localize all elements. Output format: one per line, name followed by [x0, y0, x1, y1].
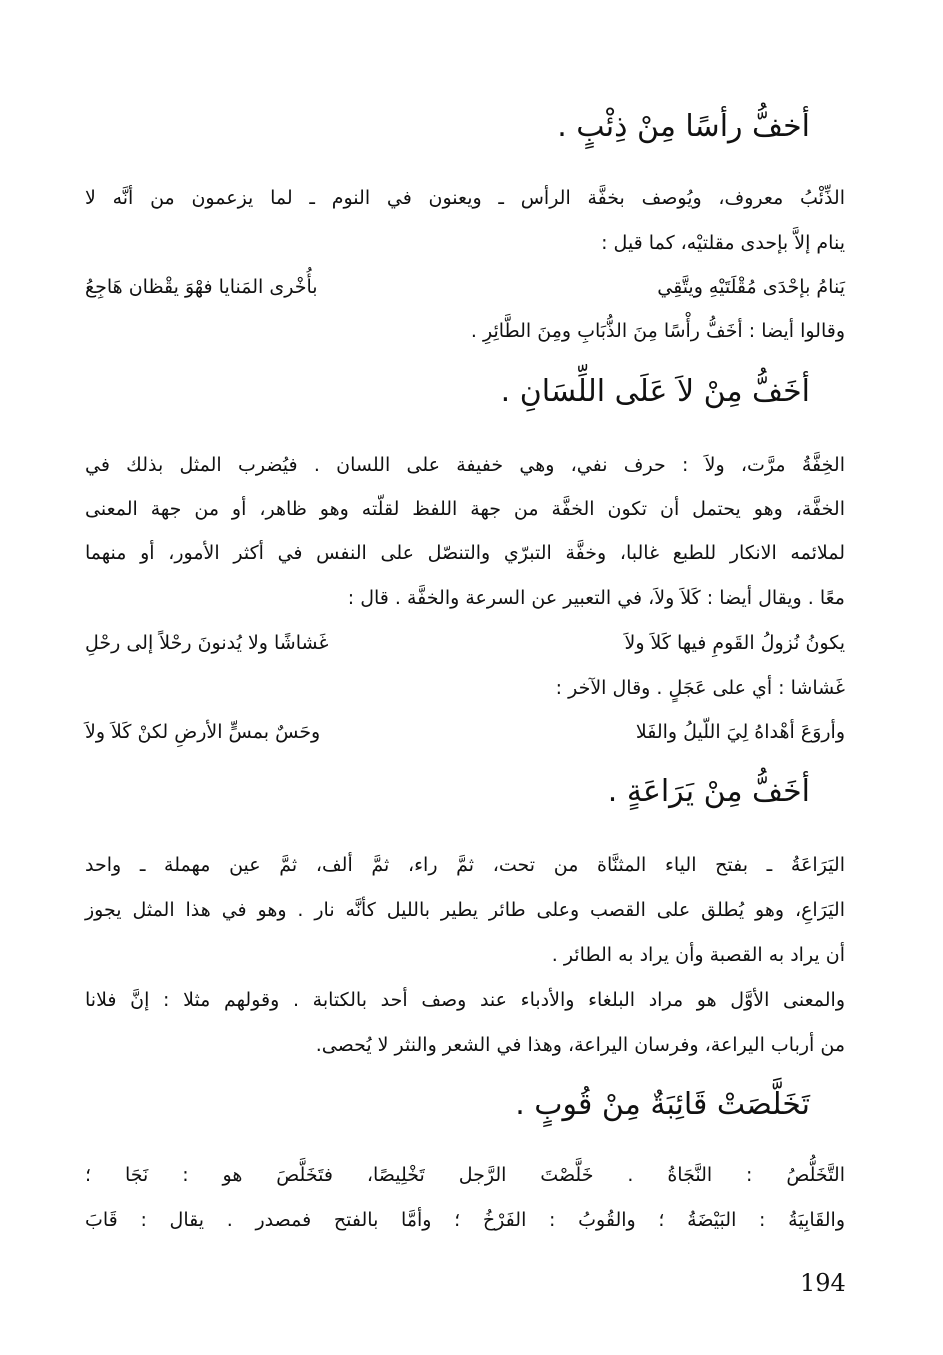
body-line: الذِّئْبُ معروف، ويُوصف بخفَّة الرأس ـ ويعنون في النوم ـ لما يزعمون من أنَّه لا — [85, 187, 845, 209]
body-line: والقَابِيَةُ : البَيْضَةُ ؛ والقُوبُ : الفَرْخُ ؛ وأمَّا بالفتح فمصدر . يقال : قَابَ — [85, 1209, 845, 1231]
body-line: التَّخَلُّصُ : النَّجَاةُ . خَلَّصْتَ الرَّجل تَخْلِيصًا، فتَخَلَّصَ هو : نَجَا ؛ — [85, 1164, 845, 1186]
body-line: أن يراد به القصبة وأن يراد به الطائر . — [551, 944, 845, 966]
body-line: ينام إلاَّ بإحدى مقلتيْه، كما قيل : — [601, 232, 845, 254]
body-line: لملائمه الانكار للطبع غالبا، وخفَّة التبرّي والتنصّل على النفس في أكثر الأمور، أو منهما — [85, 542, 845, 564]
body-line: اليَرَاعِ، وهو يُطلق على القصب وعلى طائر يطير بالليل كأنَّه نار . وهو في هذا المثل يجوز — [85, 899, 845, 921]
page-number: 194 — [800, 1269, 846, 1297]
body-line: اليَرَاعَةُ ـ بفتح الياء المثنَّاة من تحت، ثمَّ راء، ثمَّ ألف، ثمَّ عين مهملة ـ واحد — [85, 854, 845, 876]
body-line: غَشاشا : أي على عَجَلٍ . وقال الآخر : — [555, 677, 845, 699]
proverb-heading: أخفُّ رأسًا مِنْ ذِئْبٍ . — [557, 109, 810, 144]
proverb-heading: أخَفُّ مِنْ يَرَاعَةٍ . — [607, 774, 810, 809]
verse-hemistich-first: وأروَعَ أهْداهُ لِيَ اللّيلُ والفَلا — [635, 721, 845, 743]
poem-verse — [85, 717, 845, 747]
verse-hemistich-first: يكونُ نُزولُ القَومِ فيها كَلاَ ولاَ — [624, 632, 845, 654]
poem-verse — [85, 272, 845, 302]
verse-hemistich-second: بأُخْرى المَنايا فهْوَ يقْظان هَاجِعُ — [85, 276, 318, 298]
poem-verse — [85, 628, 845, 658]
verse-hemistich-second: غَشاشًا ولا يُدنونَ رحْلاً إلى رحْلِ — [85, 632, 329, 654]
body-line: الخِفَّةُ مرَّت، ولاَ : حرف نفي، وهي خفيفة على اللسان . فيُضرب المثل بذلك في — [85, 454, 845, 476]
body-line: من أرباب اليراعة، وفرسان اليراعة، وهذا في الشعر والنثر لا يُحصى. — [315, 1034, 845, 1056]
body-line: الخفَّة، وهو يحتمل أن تكون الخفَّة من جهة اللفظ لقلّته وهو ظاهر، أو من جهة المعنى — [85, 498, 845, 520]
verse-hemistich-first: يَنامُ بإحْدَى مُقْلَتَيْهِ ويتَّقِي — [657, 276, 845, 298]
body-line: والمعنى الأوَّل هو مراد البلغاء والأدباء عند وصف أحد بالكتابة . وقولهم مثلا : إنَّ فلانا — [85, 989, 845, 1011]
body-line: وقالوا أيضا : أخَفُّ رأْسًا مِنَ الذُّبَابِ ومِنَ الطَّائِرِ . — [470, 320, 845, 342]
proverb-heading: أخَفُّ مِنْ لاَ عَلَى اللِّسَانِ . — [500, 374, 810, 409]
proverb-heading: تَخَلَّصَتْ قَائِبَةٌ مِنْ قُوبٍ . — [515, 1087, 810, 1122]
body-line: معًا . ويقال أيضا : كَلاَ ولاَ، في التعبير عن السرعة والخفَّة . قال : — [347, 587, 845, 609]
verse-hemistich-second: وحَسٌ بمسٍّ الأرضِ لكنْ كَلاَ ولاَ — [85, 721, 321, 743]
